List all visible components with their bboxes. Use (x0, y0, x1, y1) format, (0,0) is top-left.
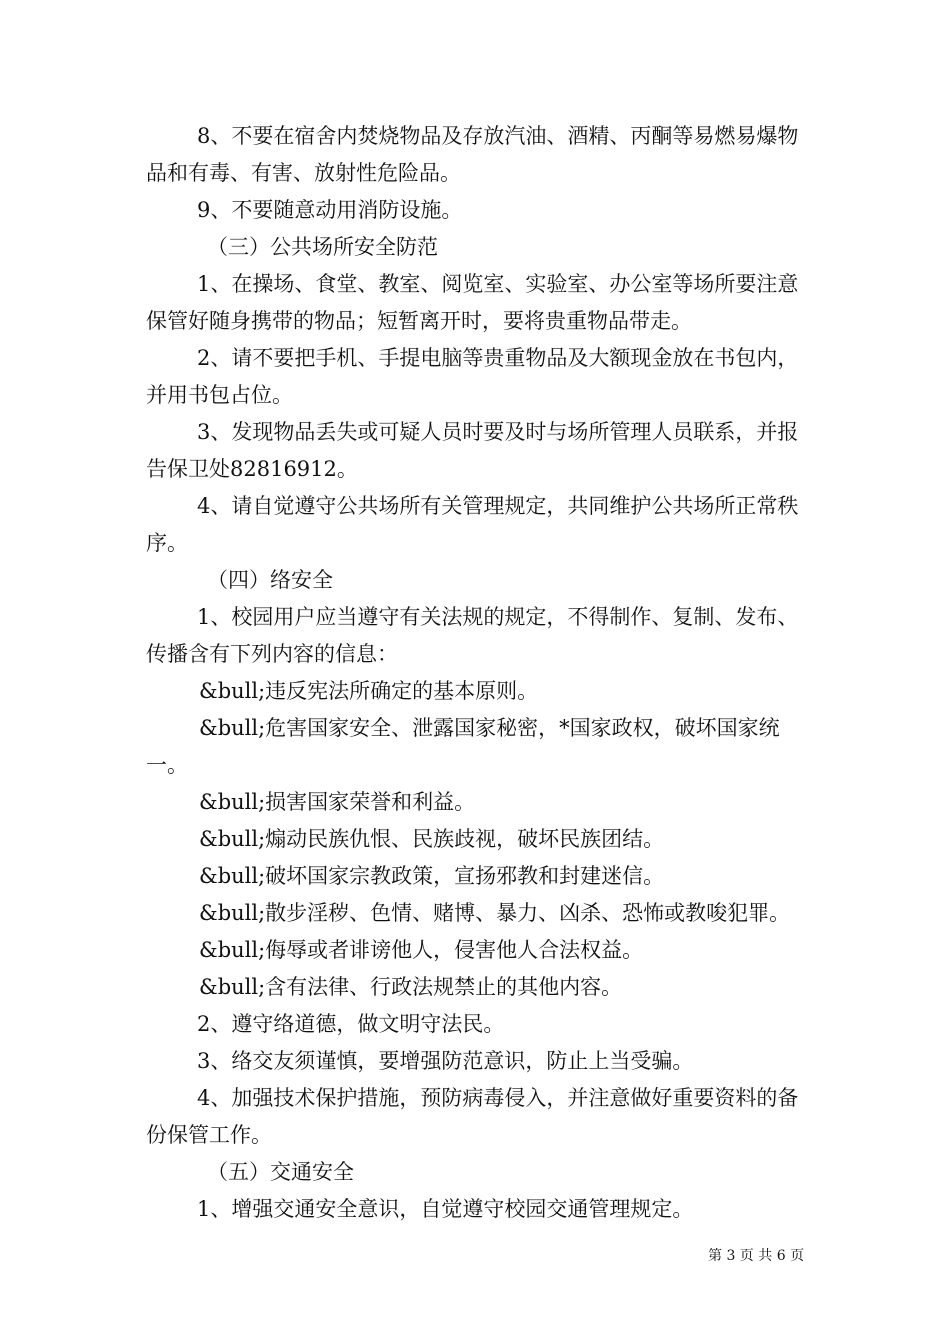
paragraph-public-3: 3、发现物品丢失或可疑人员时要及时与场所管理人员联系，并报告保卫处82816912。 (146, 420, 799, 481)
section-heading-network: （四）络安全 (207, 568, 333, 592)
bullet-item: &bull;危害国家安全、泄露国家秘密，*国家政权，破坏国家统一。 (146, 716, 780, 777)
paragraph-network-2: 2、遵守络道德，做文明守法民。 (197, 1012, 505, 1036)
paragraph-network-4: 4、加强技术保护措施，预防病毒侵入，并注意做好重要资料的备份保管工作。 (146, 1086, 799, 1147)
paragraph-traffic-1: 1、增强交通安全意识，自觉遵守校园交通管理规定。 (197, 1197, 694, 1221)
bullet-item: &bull;侮辱或者诽谤他人，侵害他人合法权益。 (199, 938, 644, 962)
document-body (146, 118, 816, 1228)
paragraph-rule-8: 8、不要在宿舍内焚烧物品及存放汽油、酒精、丙酮等易燃易爆物品和有毒、有害、放射性危险品。 (146, 124, 799, 185)
section-heading-public-places: （三）公共场所安全防范 (207, 235, 438, 259)
page-number-footer: 第 3 页 共 6 页 (708, 1248, 805, 1264)
bullet-item: &bull;破坏国家宗教政策，宣扬邪教和封建迷信。 (199, 864, 665, 888)
paragraph-public-2: 2、请不要把手机、手提电脑等贵重物品及大额现金放在书包内，并用书包占位。 (146, 346, 799, 407)
paragraph-rule-9: 9、不要随意动用消防设施。 (197, 198, 463, 222)
bullet-item: &bull;违反宪法所确定的基本原则。 (199, 679, 539, 703)
paragraph-network-3: 3、络交友须谨慎，要增强防范意识，防止上当受骗。 (197, 1049, 694, 1073)
bullet-item: &bull;散步淫秽、色情、赌博、暴力、凶杀、恐怖或教唆犯罪。 (199, 901, 791, 925)
section-heading-traffic: （五）交通安全 (207, 1160, 354, 1184)
bullet-item: &bull;含有法律、行政法规禁止的其他内容。 (199, 975, 623, 999)
bullet-item: &bull;损害国家荣誉和利益。 (199, 790, 476, 814)
paragraph-public-4: 4、请自觉遵守公共场所有关管理规定，共同维护公共场所正常秩序。 (146, 494, 799, 555)
bullet-item: &bull;煽动民族仇恨、民族歧视，破坏民族团结。 (199, 827, 665, 851)
paragraph-network-1: 1、校园用户应当遵守有关法规的规定，不得制作、复制、发布、传播含有下列内容的信息： (146, 605, 799, 666)
paragraph-public-1: 1、在操场、食堂、教室、阅览室、实验室、办公室等场所要注意保管好随身携带的物品；短暂离开时，要将贵重物品带走。 (146, 272, 799, 333)
